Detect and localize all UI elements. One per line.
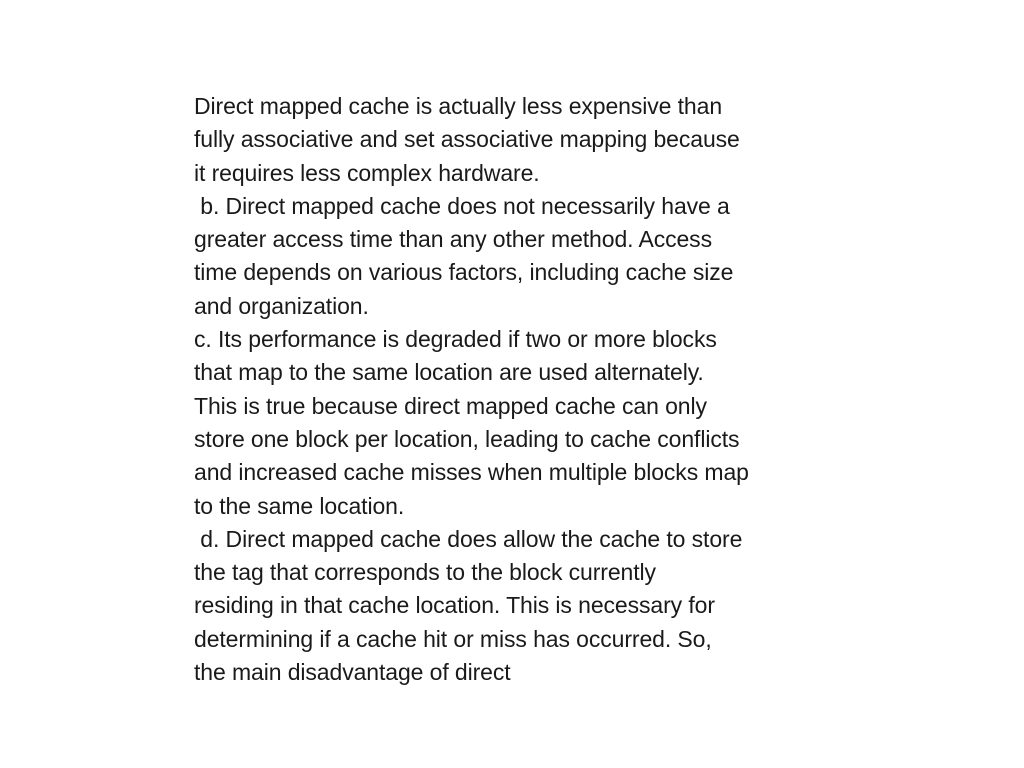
text-line: residing in that cache location. This is necessary for	[194, 592, 715, 619]
text-line: greater access time than any other method. Access	[194, 226, 712, 253]
text-line: time depends on various factors, including cache size	[194, 259, 734, 286]
text-line: fully associative and set associative mapping because	[194, 126, 740, 153]
text-line: and organization.	[194, 292, 369, 319]
text-line: d. Direct mapped cache does allow the cache to store	[194, 525, 743, 552]
text-line: and increased cache misses when multiple blocks map	[194, 459, 749, 486]
text-line: the main disadvantage of direct	[194, 659, 511, 686]
text-line: determining if a cache hit or miss has occurred. So,	[194, 625, 712, 652]
text-line: This is true because direct mapped cache can only	[194, 392, 707, 419]
text-line: b. Direct mapped cache does not necessarily have a	[194, 192, 730, 219]
document-body	[194, 90, 814, 689]
text-line: c. Its performance is degraded if two or more blocks	[194, 326, 717, 353]
text-line: it requires less complex hardware.	[194, 159, 540, 186]
text-line: that map to the same location are used alternately.	[194, 359, 704, 386]
text-line: store one block per location, leading to cache conflicts	[194, 425, 740, 452]
text-line: to the same location.	[194, 492, 405, 519]
text-line: Direct mapped cache is actually less expensive than	[194, 93, 723, 119]
text-line: the tag that corresponds to the block currently	[194, 559, 656, 586]
